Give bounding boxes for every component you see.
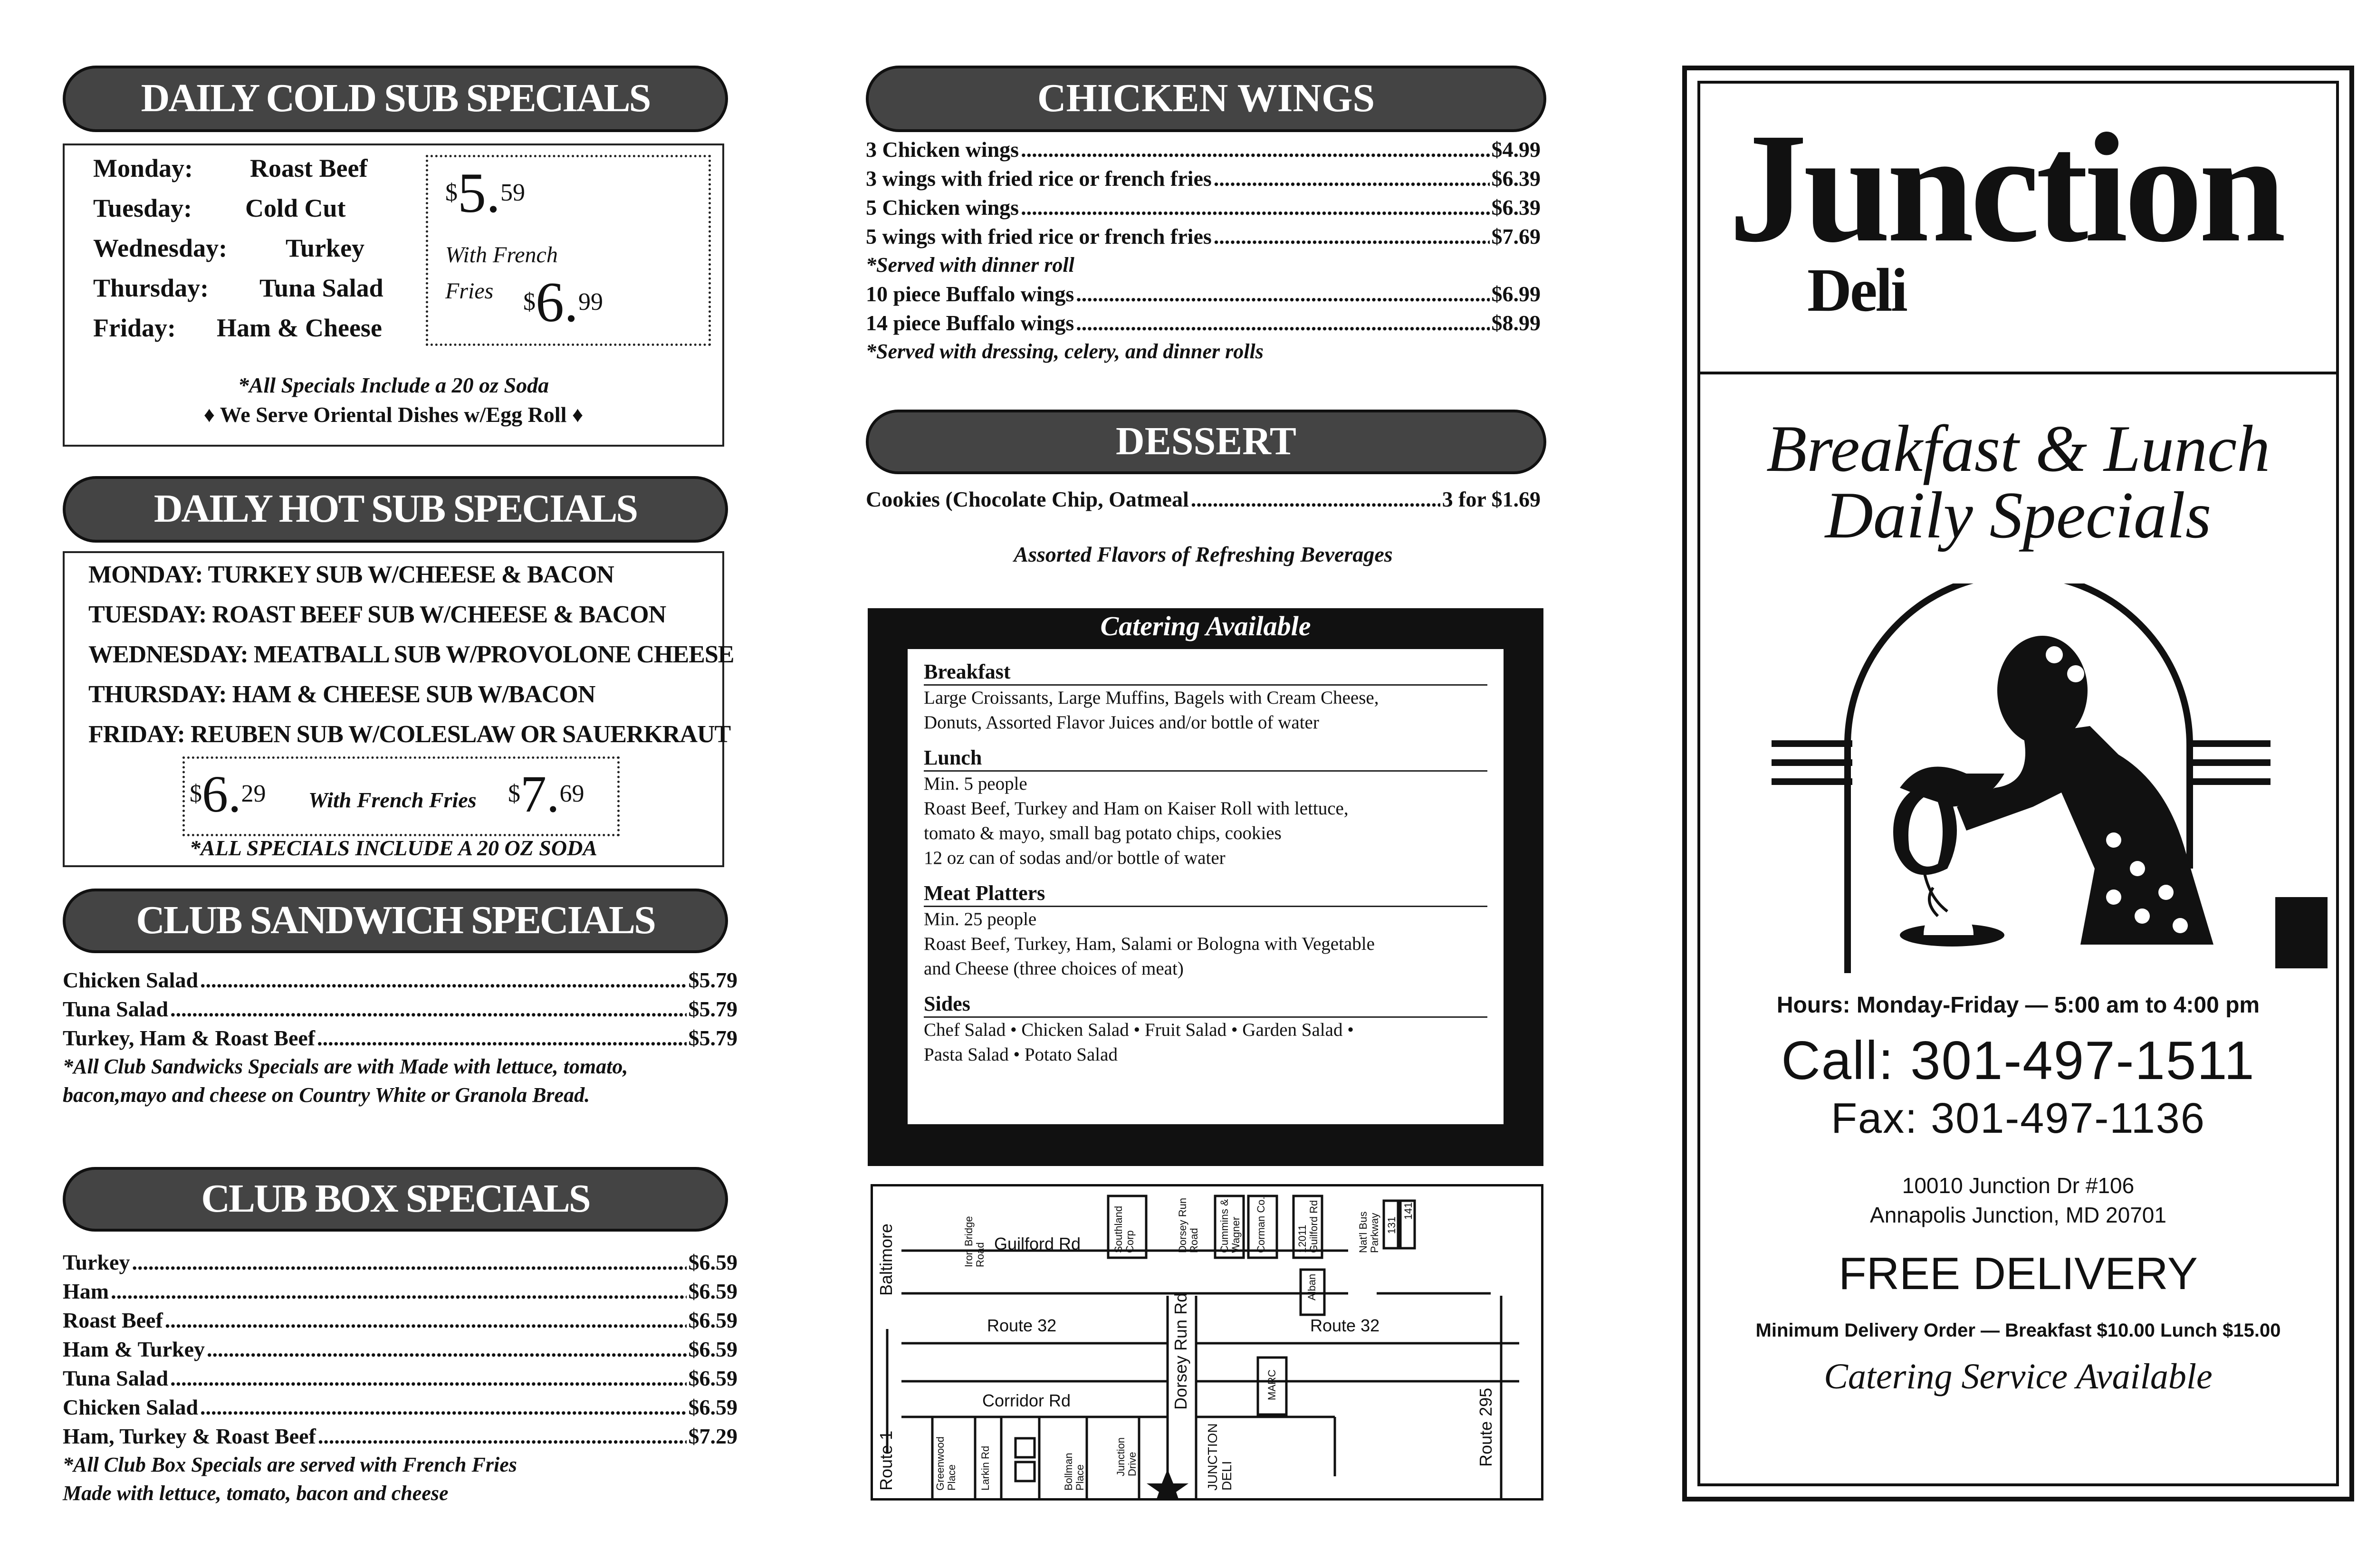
- menu-row: Roast Beef ..... $6.59: [63, 1306, 738, 1335]
- menu-row: Turkey, Ham & Roast Beef ..... $5.79: [63, 1023, 738, 1052]
- wings-note-dressing: *Served with dressing, celery, and dinner rolls: [866, 340, 1264, 363]
- chicken-wings-heading: CHICKEN WINGS: [866, 66, 1546, 132]
- catering-section-text: Large Croissants, Large Muffins, Bagels with Cream Cheese,: [924, 688, 1379, 708]
- catering-section-heading: Breakfast: [924, 660, 1487, 686]
- map-label-natl-bus: Nat'l Bus Parkway: [1357, 1211, 1380, 1253]
- cold-day-row: Thursday: Tuna Salad: [93, 274, 383, 302]
- cold-sub-box: [63, 143, 724, 447]
- address-line-2: Annapolis Junction, MD 20701: [1870, 1203, 2166, 1227]
- catering-section-heading: Meat Platters: [924, 881, 1487, 907]
- cold-sub-days: [93, 148, 435, 348]
- hot-sub-days: [88, 555, 734, 755]
- map-label-junction-drive: Junction Drive: [1115, 1437, 1138, 1476]
- catering-section-text: tomato & mayo, small bag potato chips, cookies: [924, 823, 1282, 843]
- chicken-wings-list: [866, 135, 1541, 366]
- catering-section-text: Donuts, Assorted Flavor Juices and/or bottle of water: [924, 712, 1319, 733]
- club-box-note-1: *All Club Box Specials are served with French Fries: [63, 1453, 517, 1476]
- catering-section-heading: Sides: [924, 992, 1487, 1018]
- map-label-route32-east: Route 32: [1310, 1316, 1380, 1335]
- club-box-list: [63, 1248, 738, 1508]
- cold-price-fries: $6.99: [523, 270, 603, 334]
- cold-price-regular: $5.59: [445, 161, 525, 224]
- map-label-bollman: Bollman Place: [1063, 1453, 1086, 1491]
- cold-day-row: Wednesday: Turkey: [93, 234, 365, 262]
- catering-section-heading: Lunch: [924, 746, 1487, 772]
- map-label-baltimore: Baltimore: [876, 1223, 896, 1296]
- menu-row: 5 Chicken wings ..... $6.39: [866, 193, 1541, 222]
- catering-panel: [868, 608, 1543, 1166]
- menu-row: Cookies (Chocolate Chip, Oatmeal ..... 3 for $1.69: [866, 485, 1541, 514]
- cold-day-row: Friday: Ham & Cheese: [93, 314, 382, 342]
- hot-sub-heading: DAILY HOT SUB SPECIALS: [63, 476, 728, 543]
- map-label-greenwood: Greenwood Place: [934, 1436, 958, 1491]
- catering-section-text: Min. 25 people: [924, 909, 1037, 929]
- menu-row: Chicken Salad ..... $5.79: [63, 966, 738, 994]
- catering-section-text: Pasta Salad • Potato Salad: [924, 1044, 1118, 1065]
- hot-price-fries: $7.69: [508, 765, 584, 823]
- map-label-junction-deli: JUNCTION DELI: [1205, 1423, 1234, 1491]
- catering-section-text: 12 oz can of sodas and/or bottle of water: [924, 848, 1226, 868]
- map-label-guilford: Guilford Rd: [994, 1234, 1081, 1253]
- minimum-delivery: Minimum Delivery Order — Breakfast $10.00 Lunch $15.00: [1755, 1320, 2281, 1341]
- map-label-corridor: Corridor Rd: [982, 1391, 1071, 1410]
- address-line-1: 10010 Junction Dr #106: [1902, 1173, 2135, 1198]
- menu-row: 3 wings with fried rice or french fries ..... $6.39: [866, 164, 1541, 193]
- cold-price-box: [426, 155, 711, 346]
- hot-day-row: TUESDAY: ROAST BEEF SUB W/CHEESE & BACON: [88, 601, 666, 628]
- club-sandwich-heading: CLUB SANDWICH SPECIALS: [63, 889, 728, 953]
- hot-price-regular: $6.29: [190, 765, 266, 823]
- wings-note-roll: *Served with dinner roll: [866, 253, 1074, 277]
- free-delivery: FREE DELIVERY: [1839, 1248, 2198, 1299]
- hot-day-row: MONDAY: TURKEY SUB W/CHEESE & BACON: [88, 561, 614, 588]
- catering-section-text: Chef Salad • Chicken Salad • Fruit Salad • Garden Salad •: [924, 1020, 1354, 1040]
- club-box-heading: CLUB BOX SPECIALS: [63, 1167, 728, 1232]
- map-label-131: 131: [1386, 1216, 1398, 1234]
- brand-logo-box: [1697, 81, 2339, 374]
- hot-price-box: [182, 756, 620, 836]
- hot-day-row: WEDNESDAY: MEATBALL SUB W/PROVOLONE CHEESE: [88, 641, 734, 668]
- dessert-row: [866, 485, 1541, 514]
- menu-row: Ham & Turkey ..... $6.59: [63, 1335, 738, 1364]
- hot-day-row: FRIDAY: REUBEN SUB W/COLESLAW OR SAUERKRAUT: [88, 721, 731, 748]
- map-label-route295: Route 295: [1476, 1387, 1495, 1467]
- map-label-marc: MARC: [1266, 1369, 1278, 1400]
- map-label-route1: Route 1: [876, 1430, 896, 1491]
- catering-section-text: Roast Beef, Turkey and Ham on Kaiser Roll with lettuce,: [924, 798, 1349, 819]
- map-label-dorsey-small: Dorsey Run Road: [1177, 1197, 1200, 1253]
- hours: Hours: Monday-Friday — 5:00 am to 4:00 pm: [1776, 993, 2260, 1018]
- cold-note-oriental: ♦ We Serve Oriental Dishes w/Egg Roll ♦: [203, 402, 584, 427]
- tagline-1: Breakfast & Lunch: [1766, 412, 2271, 486]
- tagline-2: Daily Specials: [1825, 478, 2212, 552]
- map-label-141: 141: [1402, 1202, 1414, 1220]
- hot-day-row: THURSDAY: HAM & CHEESE SUB W/BACON: [88, 681, 595, 708]
- hot-with-fries: With French Fries: [308, 788, 477, 812]
- phone-call: Call: 301-497-1511: [1781, 1031, 2255, 1091]
- map-label-guilford-addr: 12011 Guilford Rd: [1296, 1200, 1320, 1253]
- map-label-corman: Corman Co.: [1255, 1196, 1267, 1253]
- club-box-note-2: Made with lettuce, tomato, bacon and cheese: [63, 1482, 449, 1505]
- menu-row: Tuna Salad ..... $6.59: [63, 1364, 738, 1393]
- menu-row: Ham, Turkey & Roast Beef ..... $7.29: [63, 1422, 738, 1451]
- map-label-dorsey: Dorsey Run Rd: [1171, 1292, 1190, 1410]
- cold-day-row: Monday: Roast Beef: [93, 154, 368, 182]
- map-label-cummins: Cummins & Wagner: [1218, 1199, 1242, 1253]
- map-label-southland: Southland Corp: [1112, 1205, 1136, 1253]
- cold-sub-heading: DAILY COLD SUB SPECIALS: [63, 66, 728, 132]
- menu-row: Tuna Salad ..... $5.79: [63, 994, 738, 1023]
- catering-title: Catering Available: [1100, 611, 1311, 641]
- phone-fax: Fax: 301-497-1136: [1831, 1095, 2205, 1142]
- menu-row: Chicken Salad ..... $6.59: [63, 1393, 738, 1422]
- catering-section-text: Min. 5 people: [924, 774, 1027, 794]
- dessert-heading: DESSERT: [866, 410, 1546, 474]
- brand-info-box: [1697, 374, 2339, 1486]
- club-sandwich-list: [63, 966, 738, 1109]
- map-label-larkin: Larkin Rd: [979, 1445, 991, 1491]
- menu-row: 10 piece Buffalo wings ..... $6.99: [866, 279, 1541, 308]
- brand-name: Junction: [1729, 101, 2282, 275]
- map-label-alban: Alban: [1306, 1273, 1318, 1300]
- catering-section-text: and Cheese (three choices of meat): [924, 958, 1184, 979]
- map-label-iron-bridge: Iron Bridge Road: [963, 1216, 986, 1267]
- menu-row: Turkey ..... $6.59: [63, 1248, 738, 1277]
- hot-note-soda: *ALL SPECIALS INCLUDE A 20 OZ SODA: [190, 836, 597, 860]
- menu-row: 5 wings with fried rice or french fries ..... $7.69: [866, 222, 1541, 251]
- catering-section-text: Roast Beef, Turkey, Ham, Salami or Bologna with Vegetable: [924, 934, 1375, 954]
- waitress-illustration: [1700, 583, 2342, 973]
- catering-service: Catering Service Available: [1824, 1357, 2213, 1396]
- club-sandwich-note: *All Club Sandwicks Specials are with Made with lettuce, tomato, bacon,mayo and cheese on Country White or Granola Bread.: [63, 1055, 628, 1107]
- catering-content: [908, 649, 1504, 1124]
- cold-note-soda: *All Specials Include a 20 oz Soda: [238, 373, 549, 397]
- brand-sub: Deli: [1807, 256, 1906, 325]
- menu-row: 3 Chicken wings ..... $4.99: [866, 135, 1541, 164]
- map-label-route32-west: Route 32: [987, 1316, 1057, 1335]
- location-map: [871, 1184, 1543, 1501]
- menu-row: 14 piece Buffalo wings ..... $8.99: [866, 308, 1541, 337]
- hot-sub-box: [63, 551, 734, 867]
- brand-panel-frame: [1682, 66, 2354, 1501]
- beverages-note: Assorted Flavors of Refreshing Beverages: [1014, 542, 1393, 566]
- cold-with-fries: With French Fries: [445, 242, 558, 304]
- cold-day-row: Tuesday: Cold Cut: [93, 194, 346, 222]
- menu-row: Ham ..... $6.59: [63, 1277, 738, 1306]
